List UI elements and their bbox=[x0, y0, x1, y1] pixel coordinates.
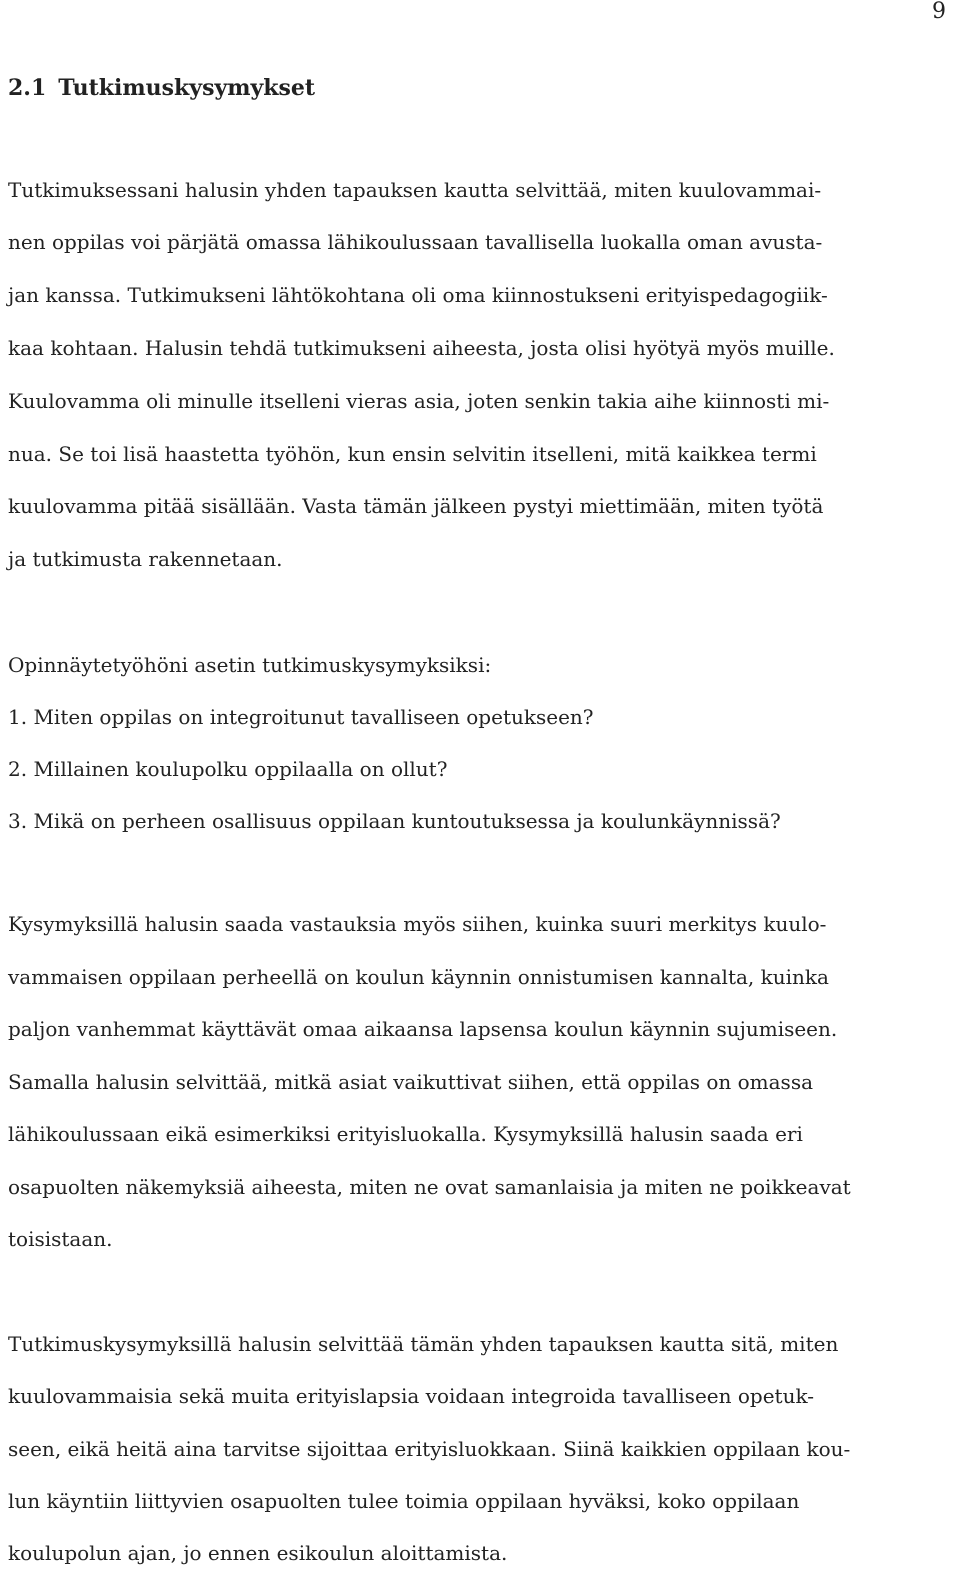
page-number: 9 bbox=[932, 0, 946, 24]
text-line: vammaisen oppilaan perheellä on koulun käynnin onnistumisen kannalta, kuinka bbox=[8, 965, 829, 989]
text-line: jan kanssa. Tutkimukseni lähtökohtana oli oma kiinnostukseni erityispedagogiik- bbox=[8, 283, 828, 307]
text-line: Tutkimuksessani halusin yhden tapauksen kautta selvittää, miten kuulovammai- bbox=[8, 178, 822, 202]
text-line: seen, eikä heitä aina tarvitse sijoittaa erityisluokkaan. Siinä kaikkien oppilaan kou- bbox=[8, 1437, 851, 1461]
section-heading bbox=[8, 72, 315, 104]
text-line: osapuolten näkemyksiä aiheesta, miten ne ovat samanlaisia ja miten ne poikkeavat bbox=[8, 1175, 851, 1199]
text-line: ja tutkimusta rakennetaan. bbox=[8, 547, 283, 571]
text-line: Samalla halusin selvittää, mitkä asiat vaikuttivat siihen, että oppilas on omassa bbox=[8, 1070, 814, 1094]
text-line: toisistaan. bbox=[8, 1227, 113, 1251]
text-line: nen oppilas voi pärjätä omassa lähikoulussaan tavallisella luokalla oman avusta- bbox=[8, 230, 823, 254]
section-title: Tutkimuskysymykset bbox=[58, 75, 316, 101]
text-line: nua. Se toi lisä haastetta työhön, kun ensin selvitin itselleni, mitä kaikkea termi bbox=[8, 442, 817, 466]
text-line: koulupolun ajan, jo ennen esikoulun aloittamista. bbox=[8, 1541, 508, 1565]
question-item: 2. Millainen koulupolku oppilaalla on ollut? bbox=[8, 757, 448, 781]
text-line: lähikoulussaan eikä esimerkiksi erityisluokalla. Kysymyksillä halusin saada eri bbox=[8, 1122, 803, 1146]
text-line: Kysymyksillä halusin saada vastauksia myös siihen, kuinka suuri merkitys kuulo- bbox=[8, 912, 827, 936]
text-line: lun käyntiin liittyvien osapuolten tulee toimia oppilaan hyväksi, koko oppilaan bbox=[8, 1489, 800, 1513]
text-line: Kuulovamma oli minulle itselleni vieras asia, joten senkin takia aihe kiinnosti mi- bbox=[8, 389, 830, 413]
text-line: kuulovamma pitää sisällään. Vasta tämän jälkeen pystyi miettimään, miten työtä bbox=[8, 494, 824, 518]
text-line: kuulovammaisia sekä muita erityislapsia voidaan integroida tavalliseen opetuk- bbox=[8, 1384, 814, 1408]
text-line: paljon vanhemmat käyttävät omaa aikaansa lapsensa koulun käynnin sujumiseen. bbox=[8, 1017, 838, 1041]
questions-intro: Opinnäytetyöhöni asetin tutkimuskysymyksiksi: bbox=[8, 653, 492, 677]
section-number: 2.1 bbox=[8, 75, 47, 101]
question-item: 1. Miten oppilas on integroitunut tavalliseen opetukseen? bbox=[8, 705, 594, 729]
text-line: Tutkimuskysymyksillä halusin selvittää tämän yhden tapauksen kautta sitä, miten bbox=[8, 1332, 839, 1356]
text-line: kaa kohtaan. Halusin tehdä tutkimukseni aiheesta, josta olisi hyötyä myös muille. bbox=[8, 336, 835, 360]
question-item: 3. Mikä on perheen osallisuus oppilaan kuntoutuksessa ja koulunkäynnissä? bbox=[8, 809, 781, 833]
